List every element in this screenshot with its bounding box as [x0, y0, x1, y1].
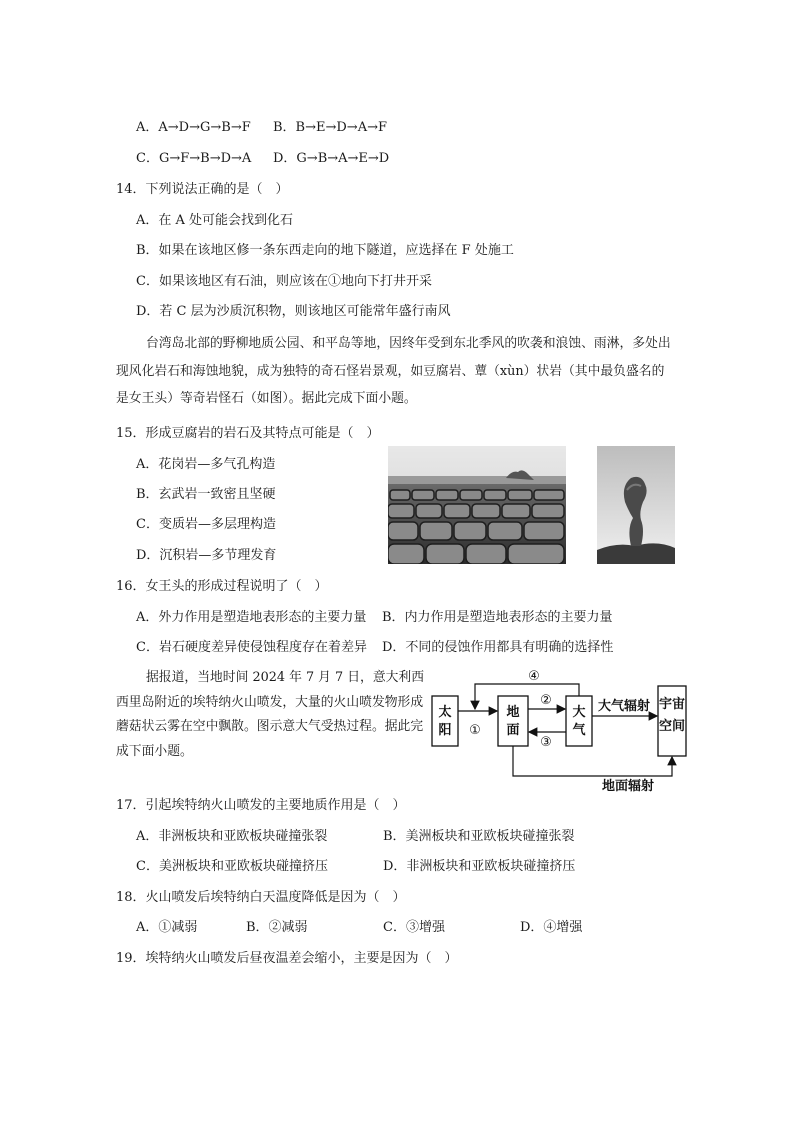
atmosphere-label: 大气: [572, 705, 586, 738]
q18-option-c: C．③增强: [383, 920, 445, 935]
q17-option-c: C．美洲板块和亚欧板块碰撞挤压: [136, 859, 328, 874]
q18-stem: 18．火山喷发后埃特纳白天温度降低是因为（ ）: [116, 890, 406, 905]
q15-stem: 15．形成豆腐岩的岩石及其特点可能是（ ）: [116, 426, 380, 441]
q14-stem: 14．下列说法正确的是（ ）: [116, 182, 289, 197]
tofu-rock-photo: [388, 446, 566, 564]
q16-option-a: A．外力作用是塑造地表形态的主要力量: [136, 610, 367, 625]
q16-stem: 16．女王头的形成过程说明了（ ）: [116, 579, 328, 594]
q14-option-c: C．如果该地区有石油，则应该在①地向下打井开采: [136, 274, 432, 289]
q15-option-b: B．玄武岩一致密且坚硬: [136, 487, 276, 502]
ground-radiation-label: 地面辐射: [601, 779, 655, 792]
q18-option-b: B．②减弱: [246, 920, 308, 935]
q16-option-c: C．岩石硬度差异使侵蚀程度存在着差异: [136, 640, 367, 655]
q17-option-d: D．非洲板块和亚欧板块碰撞挤压: [383, 859, 576, 874]
q13-option-c: C．G→F→B→D→A: [136, 151, 252, 166]
q17-option-b: B．美洲板块和亚欧板块碰撞张裂: [383, 829, 575, 844]
ground-box: [498, 696, 528, 746]
label-4: ④: [528, 669, 540, 684]
atm-radiation-label: 大气辐射: [597, 699, 651, 714]
q13-option-a: A．A→D→G→B→F: [136, 120, 251, 135]
sun-box: [432, 696, 458, 746]
q16-option-b: B．内力作用是塑造地表形态的主要力量: [382, 610, 613, 625]
q15-option-c: C．变质岩—多层理构造: [136, 517, 276, 532]
q15-option-a: A．花岗岩—多气孔构造: [136, 457, 276, 472]
q18-option-d: D．④增强: [520, 920, 583, 935]
space-label: 宇宙空间: [658, 697, 686, 734]
ground-label: 地面: [506, 705, 520, 738]
q17-stem: 17．引起埃特纳火山喷发的主要地质作用是（ ）: [116, 798, 406, 813]
atmosphere-box: [566, 696, 592, 746]
queens-head-photo: [597, 446, 675, 564]
q13-option-b: B．B→E→D→A→F: [273, 120, 387, 135]
q17-option-a: A．非洲板块和亚欧板块碰撞张裂: [136, 829, 328, 844]
passage-taiwan: 台湾岛北部的野柳地质公园、和平岛等地，因终年受到东北季风的吹袭和浪蚀、雨淋，多处出现风化岩石和海蚀地貌，成为独特的奇石怪岩景观，如豆腐岩、蕈（xùn）状岩（其中最负盛名的是女王头）等奇岩怪石（如图）。据此完成下面小题。: [116, 336, 671, 406]
q14-option-a: A．在 A 处可能会找到化石: [136, 213, 294, 228]
label-3: ③: [540, 735, 552, 750]
q18-option-a: A．①减弱: [136, 920, 198, 935]
q15-option-d: D．沉积岩—多节理发育: [136, 548, 277, 563]
q19-stem: 19．埃特纳火山喷发后昼夜温差会缩小，主要是因为（ ）: [116, 951, 458, 966]
label-1: ①: [469, 723, 481, 738]
atmosphere-heating-diagram: [428, 664, 690, 792]
q13-option-d: D．G→B→A→E→D: [273, 151, 390, 166]
q14-option-b: B．如果在该地区修一条东西走向的地下隧道，应选择在 F 处施工: [136, 243, 514, 258]
passage-etna: 据报道，当地时间 2024 年 7 月 7 日，意大利西西里岛附近的埃特纳火山喷发，大量的火山喷发物形成蘑菇状云雾在空中飘散。图示意大气受热过程。据此完成下面小题。: [116, 670, 425, 759]
sun-label: 太阳: [438, 705, 452, 738]
q14-option-d: D．若 C 层为沙质沉积物，则该地区可能常年盛行南风: [136, 304, 451, 319]
q16-option-d: D．不同的侵蚀作用都具有明确的选择性: [382, 640, 614, 655]
label-2: ②: [540, 693, 552, 708]
